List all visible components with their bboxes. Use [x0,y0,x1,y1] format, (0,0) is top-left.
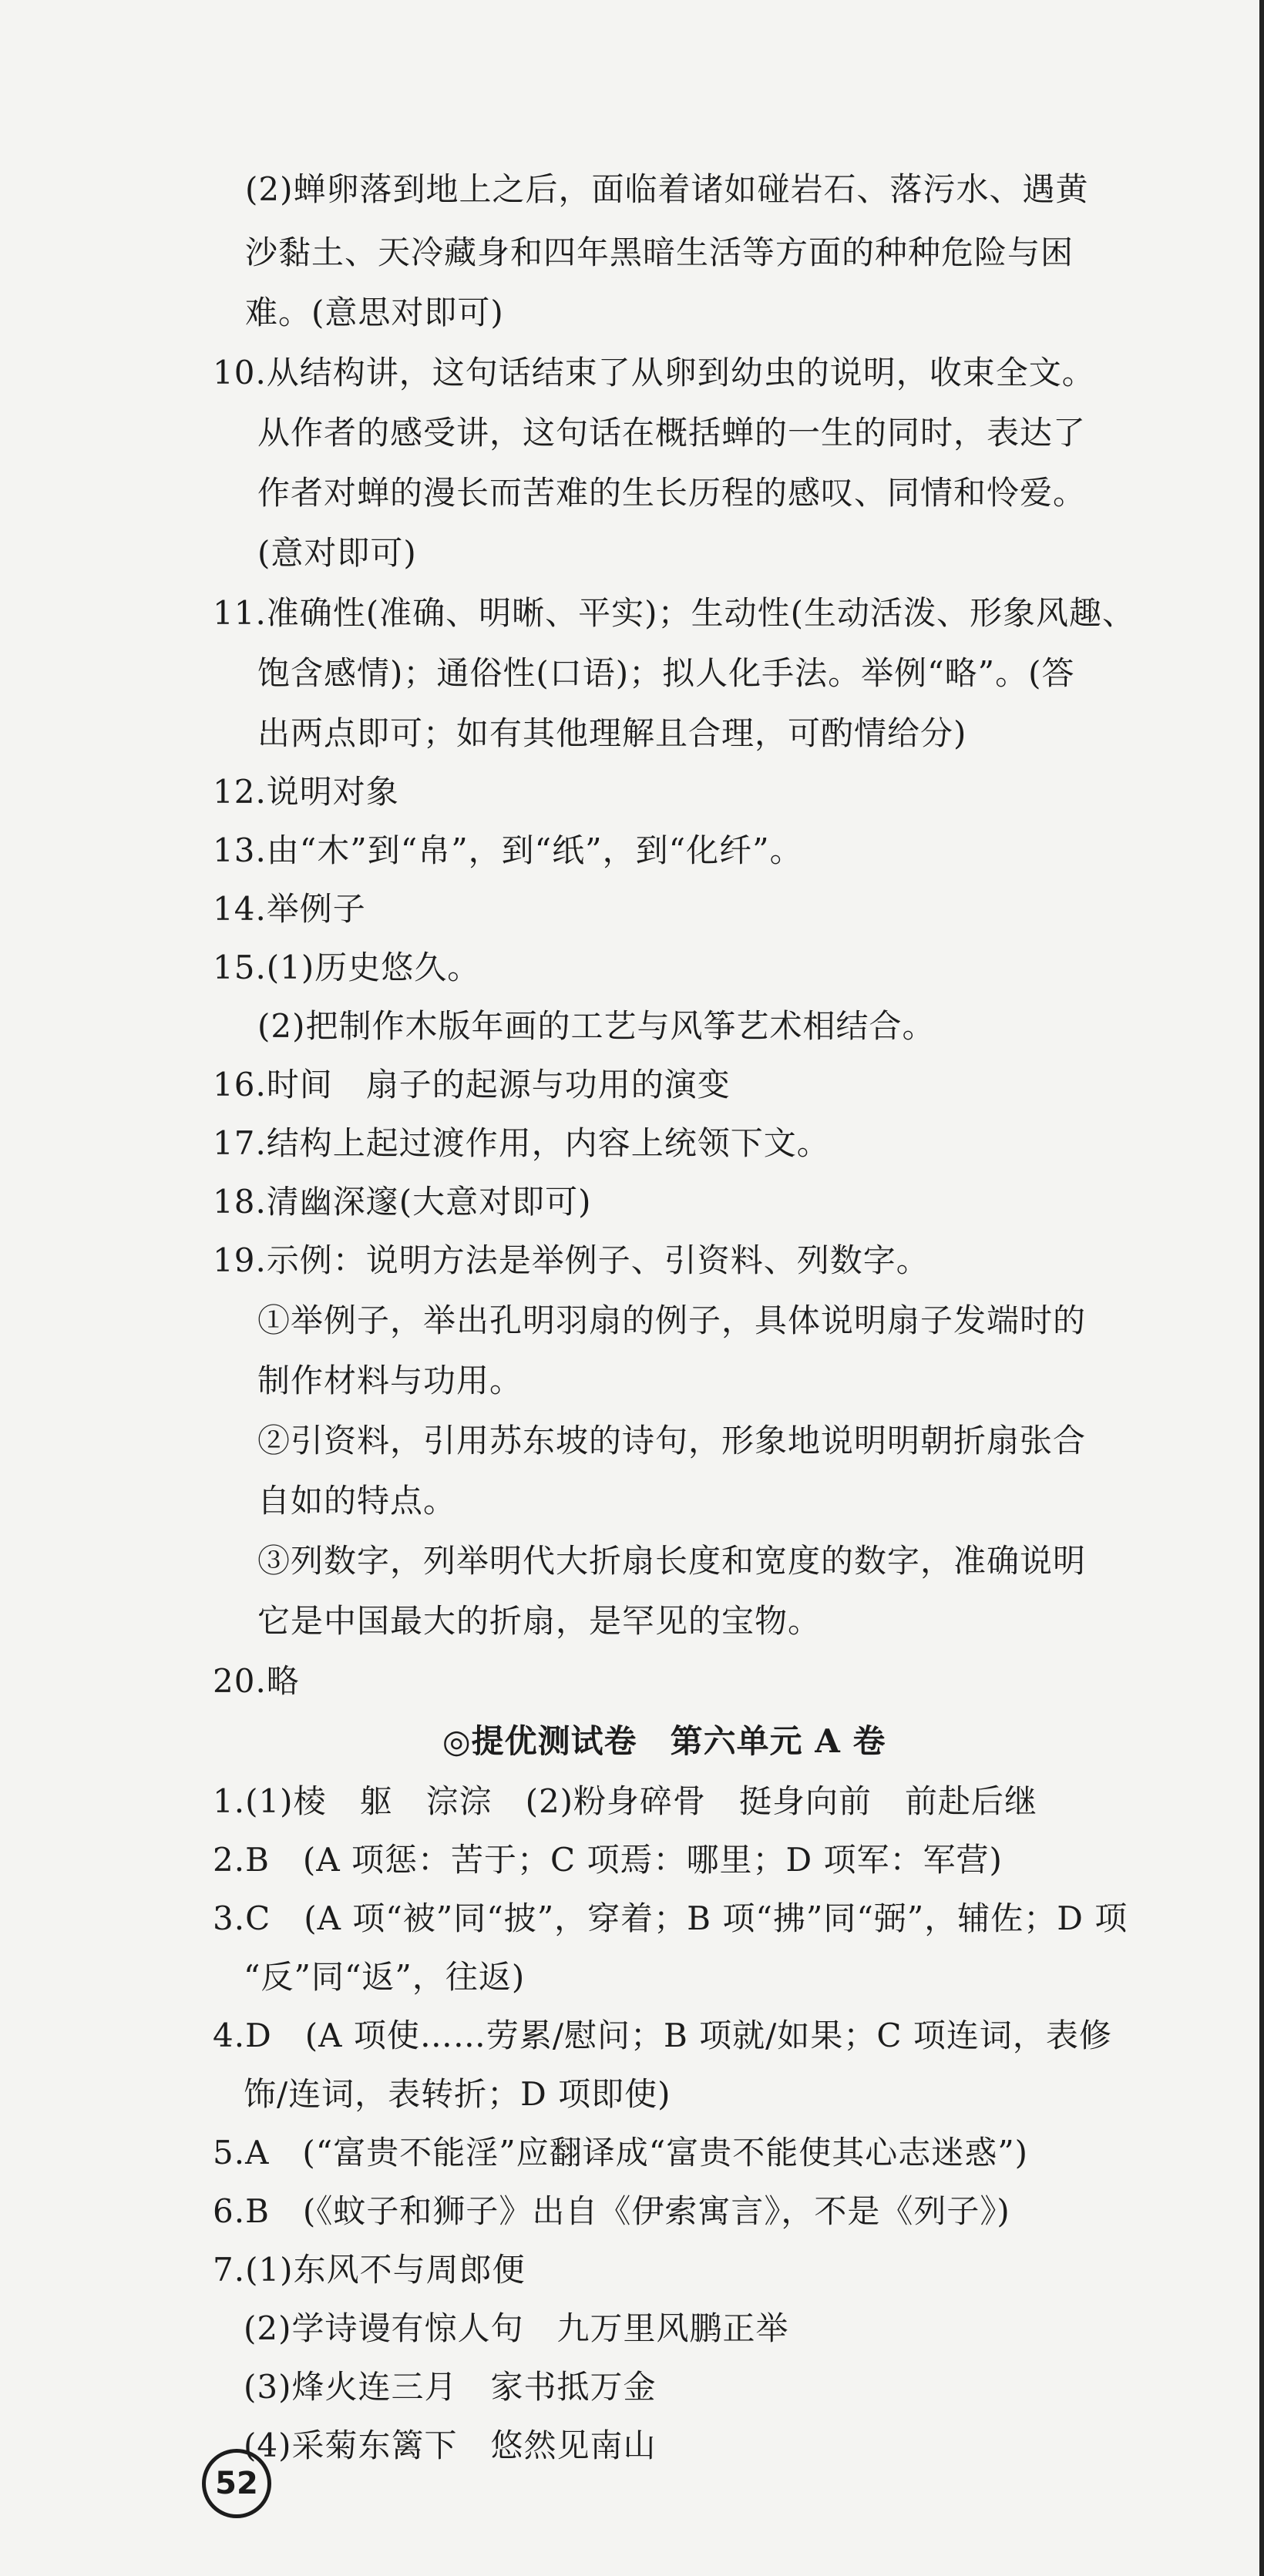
text-line: ②引资料，引用苏东坡的诗句，形象地说明明朝折扇张合 [257,1422,1087,1459]
answer-17: 17.结构上起过渡作用，内容上统领下文。 [213,1124,830,1162]
answer-20: 20.略 [213,1662,300,1700]
text-line: 它是中国最大的折扇，是罕见的宝物。 [257,1602,822,1640]
text-line: (4)采菊东篱下 悠然见南山 [244,2427,657,2464]
answer-13: 13.由“木”到“帛”，到“纸”，到“化纤”。 [213,831,803,869]
text-line: 自如的特点。 [257,1482,457,1520]
answer-12: 12.说明对象 [213,773,399,811]
answer-18: 18.清幽深邃(大意对即可) [213,1183,592,1221]
answer-6: 6.B (《蚊子和狮子》出自《伊索寓言》，不是《列子》) [213,2192,1010,2230]
text-line: 从作者的感受讲，这句话在概括蝉的一生的同时，表达了 [257,414,1087,452]
answer-10: 10.从结构讲，这句话结束了从卵到幼虫的说明，收束全文。 [213,354,1095,391]
answer-1: 1.(1)棱 躯 淙淙 (2)粉身碎骨 挺身向前 前赴后继 [213,1782,1038,1820]
text-line: (意对即可) [257,534,417,572]
text-line: 作者对蝉的漫长而苦难的生长历程的感叹、同情和怜爱。 [257,474,1087,512]
answer-19: 19.示例：说明方法是举例子、引资料、列数字。 [213,1241,930,1279]
text-line: (2)学诗谩有惊人句 九万里风鹏正举 [244,2309,789,2347]
text-line: (3)烽火连三月 家书抵万金 [244,2368,657,2406]
text-line: 沙黏土、天冷藏身和四年黑暗生活等方面的种种危险与困 [245,233,1074,271]
text-line: “反”同“返”，往返) [244,1958,526,1996]
answer-7: 7.(1)东风不与周郎便 [213,2251,526,2289]
text-line: 难。(意思对即可) [245,294,504,331]
text-line: 出两点即可；如有其他理解且合理，可酌情给分) [257,714,967,752]
answer-16: 16.时间 扇子的起源与功用的演变 [213,1066,731,1103]
answer-11: 11.准确性(准确、明晰、平实)；生动性(生动活泼、形象风趣、 [213,594,1135,632]
answer-4: 4.D (A 项使……劳累/慰问；B 项就/如果；C 项连词，表修 [213,2017,1112,2054]
page-edge-divider [1259,0,1264,2576]
answer-5: 5.A (“富贵不能淫”应翻译成“富贵不能使其心志迷惑”) [213,2134,1029,2171]
text-line: ③列数字，列举明代大折扇长度和宽度的数字，准确说明 [257,1542,1087,1580]
text-line: ①举例子，举出孔明羽扇的例子，具体说明扇子发端时的 [257,1301,1087,1339]
text-line: 制作材料与功用。 [257,1362,523,1399]
text-line: (2)把制作木版年画的工艺与风筝艺术相结合。 [257,1007,936,1045]
answer-14: 14.举例子 [213,890,366,928]
text-line: 饰/连词，表转折；D 项即使) [244,2075,671,2113]
text-line: 饱含感情)；通俗性(口语)；拟人化手法。举例“略”。(答 [257,654,1075,692]
text-line: (2)蝉卵落到地上之后，面临着诸如碰岩石、落污水、遇黄 [245,170,1089,208]
answer-15: 15.(1)历史悠久。 [213,949,481,986]
answer-2: 2.B (A 项惩：苦于；C 项焉：哪里；D 项军：军营) [213,1841,1003,1879]
page-number-badge: 52 [202,2449,271,2518]
section-heading: ◎提优测试卷 第六单元 A 卷 [442,1722,886,1760]
answer-3: 3.C (A 项“被”同“披”，穿着；B 项“拂”同“弼”，辅佐；D 项 [213,1899,1128,1937]
